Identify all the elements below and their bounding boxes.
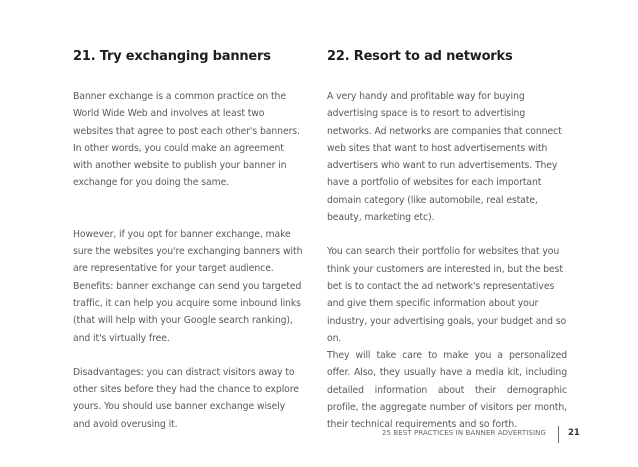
- paragraph-banner-exchange-benefits: However, if you opt for banner exchange, make sure the websites you're exchanging banners with are representative for your target audience. Benefits: banner exchange can send you targeted traffic, it can help you acquire some inbound links (that will help with your Google search ranking), and it's virtually free.: [73, 228, 303, 344]
- paragraph-banner-exchange-intro: Banner exchange is a common practice on the World Wide Web and involves at least two websites that agree to post each other's banners. In other words, you could make an agreement with another website to publish your banner in exchange for you doing the same.: [73, 91, 300, 189]
- page-number: 21: [568, 428, 580, 438]
- paragraph-ad-networks-search: You can search their portfolio for websites that you think your customers are interested in, but the best bet is to contact the ad network's representatives and give them specific information about your industry, your advertising goals, your budget and so on.: [327, 246, 567, 344]
- footer-title: 25 BEST PRACTICES IN BANNER ADVERTISING: [381, 429, 546, 437]
- paragraph-ad-networks-intro: A very handy and profitable way for buying advertising space is to resort to advertising networks. Ad networks are companies that connect web sites that want to host advertisements with advertisers who want to run advertisements. They have a portfolio of websites for each important domain category (like automobile, real estate, beauty, marketing etc).: [327, 91, 562, 224]
- left-column: [73, 48, 305, 433]
- paragraph-ad-networks-offer: They will take care to make you a personalized offer. Also, they usually have a media kit, including detailed information about their demographic profile, the aggregate number of visitors per month, their technical requirements and so forth.: [327, 350, 567, 431]
- right-column: [327, 48, 567, 434]
- paragraph-banner-exchange-disadvantages: Disadvantages: you can distract visitors away to other sites before they had the chance to explore yours. You should use banner exchange wisely and avoid overusing it.: [73, 366, 299, 430]
- section-heading-21: 21. Try exchanging banners: [73, 49, 271, 64]
- footer-divider: [558, 426, 559, 443]
- section-heading-22: 22. Resort to ad networks: [327, 49, 513, 64]
